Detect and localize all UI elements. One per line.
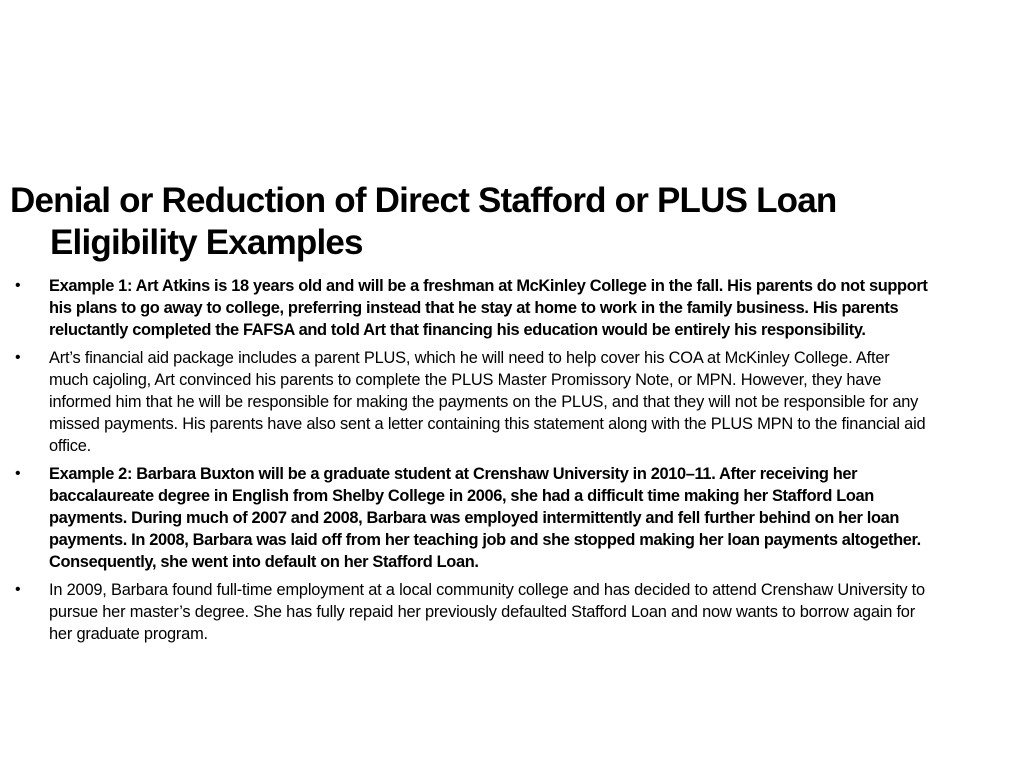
bullet-dot-icon: • — [15, 349, 21, 366]
bullet-text: In 2009, Barbara found full-time employment at a local community college and has decided to attend Crenshaw University to pursue her master’s degree. She has fully repaid her previously defaulted Stafford Loan and now wants to borrow again for her graduate program. — [49, 581, 925, 643]
bullet-dot-icon: • — [15, 277, 21, 294]
slide-title: Denial or Reduction of Direct Stafford or PLUS Loan Eligibility Examples — [10, 181, 837, 262]
bullet-example-2 — [0, 463, 930, 573]
bullet-text: Art’s financial aid package includes a parent PLUS, which he will need to help cover his COA at McKinley College. After much cajoling, Art convinced his parents to complete the PLUS Master Promissory Note, or MPN. However, they have informed him that he will be responsible for making the payments on the PLUS, and that they will not be responsible for any missed payments. His parents have also sent a letter containing this statement along with the PLUS MPN to the financial aid office. — [49, 349, 926, 455]
bullet-list — [0, 275, 930, 651]
bullet-dot-icon: • — [15, 465, 21, 482]
bullet-text: Example 1: Art Atkins is 18 years old and will be a freshman at McKinley College in the fall. His parents do not support his plans to go away to college, preferring instead that he stay at home to work in the family business. His parents reluctantly completed the FAFSA and told Art that financing his education would be entirely his responsibility. — [49, 277, 928, 339]
bullet-dot-icon: • — [15, 581, 21, 598]
bullet-text: Example 2: Barbara Buxton will be a graduate student at Crenshaw University in 2010–11. After receiving her baccalaureate degree in English from Shelby College in 2006, she had a difficult time making her Stafford Loan payments. During much of 2007 and 2008, Barbara was employed intermittently and fell further behind on her loan payments. In 2008, Barbara was laid off from her teaching job and she stopped making her loan payments altogether. Consequently, she went into default on her Stafford Loan. — [49, 465, 921, 571]
bullet-example-2-detail — [0, 579, 930, 645]
bullet-example-1-detail — [0, 347, 930, 457]
bullet-example-1 — [0, 275, 930, 341]
